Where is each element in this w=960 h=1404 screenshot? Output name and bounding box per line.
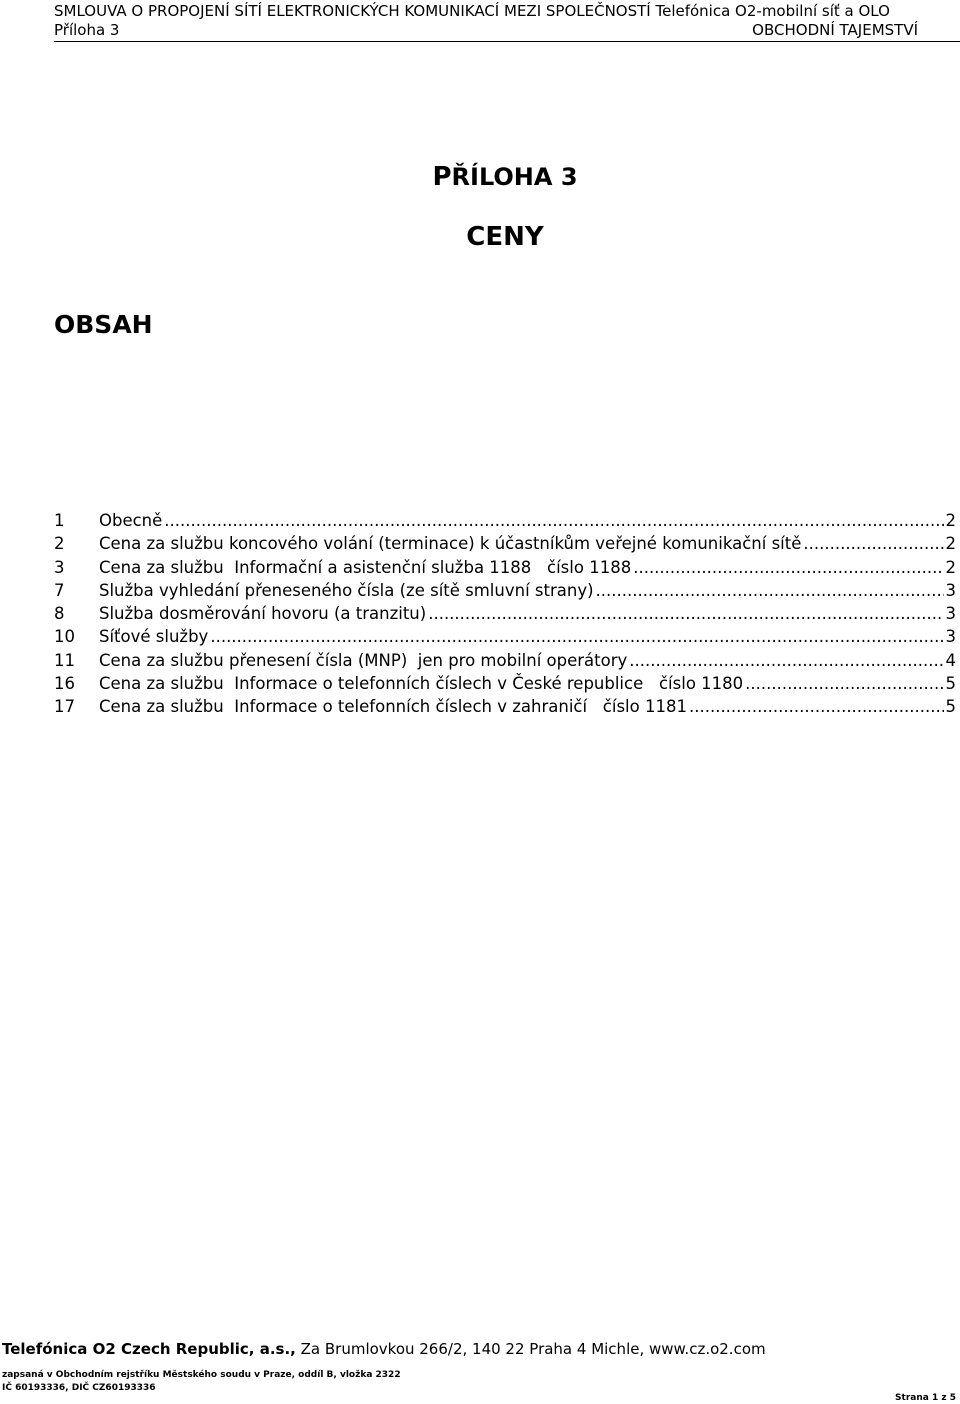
toc-dot-leader bbox=[164, 509, 943, 532]
page-header bbox=[54, 2, 918, 40]
page-number: Strana 1 z 5 bbox=[895, 1393, 956, 1403]
toc-entry-title: Cena za službu Informace o telefonních číslech v České republice číslo 1180 bbox=[99, 674, 744, 694]
toc-entry-number: 7 bbox=[54, 580, 65, 600]
toc-dot-leader bbox=[629, 649, 943, 672]
toc-entry-title: Cena za službu Informační a asistenční služba 1188 číslo 1188 bbox=[99, 557, 632, 577]
toc-entry-title: Cena za službu koncového volání (terminace) k účastníkům veřejné komunikační sítě bbox=[99, 534, 802, 554]
annex-title bbox=[0, 162, 960, 192]
toc-dot-leader bbox=[210, 625, 943, 648]
toc-entry[interactable] bbox=[54, 695, 956, 718]
toc-entry-page: 5 bbox=[945, 697, 956, 717]
toc-entry[interactable] bbox=[54, 672, 956, 695]
toc-entry-title: Cena za službu přenesení čísla (MNP) jen pro mobilní operátory bbox=[99, 650, 628, 670]
footer-company bbox=[2, 1340, 766, 1358]
toc-entry[interactable] bbox=[54, 509, 956, 532]
toc-entry-page: 4 bbox=[945, 650, 956, 670]
company-address: Za Brumlovkou 266/2, 140 22 Praha 4 Michle, www.cz.o2.com bbox=[295, 1340, 766, 1358]
toc-entry-number: 1 bbox=[54, 511, 65, 530]
footer-registration bbox=[2, 1369, 401, 1395]
toc-entry[interactable] bbox=[54, 579, 956, 602]
toc-dot-leader bbox=[596, 579, 944, 602]
prices-title: CENY bbox=[466, 222, 544, 252]
toc-entry-title: Cena za službu Informace o telefonních číslech v zahraničí číslo 1181 bbox=[99, 697, 687, 717]
toc-entry-page: 2 bbox=[945, 557, 956, 577]
toc-dot-leader bbox=[633, 556, 943, 579]
toc-entry-title: Služba dosměrování hovoru (a tranzitu) bbox=[99, 604, 427, 624]
toc-entry-page: 5 bbox=[945, 674, 956, 694]
toc-entry-page: 2 bbox=[945, 511, 956, 530]
toc-entry-number: 2 bbox=[54, 534, 65, 554]
annex-title-initial: P bbox=[432, 162, 452, 192]
annex-label: Příloha 3 bbox=[54, 21, 120, 39]
header-rule bbox=[54, 41, 960, 42]
toc-entry[interactable] bbox=[54, 602, 956, 625]
toc-heading: OBSAH bbox=[54, 310, 153, 339]
toc-entry-number: 8 bbox=[54, 604, 65, 624]
toc-dot-leader bbox=[803, 532, 943, 555]
toc-entry-number: 16 bbox=[54, 674, 75, 694]
toc-entry-title: Síťové služby bbox=[99, 627, 209, 647]
toc-entry[interactable] bbox=[54, 649, 956, 672]
toc-entry-page: 3 bbox=[945, 604, 956, 624]
toc-entry-number: 10 bbox=[54, 627, 75, 647]
toc-dot-leader bbox=[745, 672, 943, 695]
annex-title-rest: ŘÍLOHA 3 bbox=[451, 163, 578, 191]
toc-entry[interactable] bbox=[54, 625, 956, 648]
registry-text: zapsaná v Obchodním rejstříku Městského soudu v Praze, oddíl B, vložka 2322 bbox=[2, 1370, 401, 1380]
company-name: Telefónica O2 Czech Republic, a.s., bbox=[2, 1340, 296, 1358]
toc-dot-leader bbox=[689, 695, 944, 718]
toc-entry[interactable] bbox=[54, 532, 956, 555]
toc-entry-number: 17 bbox=[54, 697, 75, 717]
toc-entry-page: 2 bbox=[945, 534, 956, 554]
toc-entry-title: Obecně bbox=[99, 511, 163, 530]
toc-entry-number: 3 bbox=[54, 557, 65, 577]
toc-entry-page: 3 bbox=[945, 580, 956, 600]
header-row bbox=[54, 21, 918, 40]
toc-entry-title: Služba vyhledání přeneseného čísla (ze sítě smluvní strany) bbox=[99, 580, 594, 600]
toc-entry[interactable] bbox=[54, 556, 956, 579]
contract-title: SMLOUVA O PROPOJENÍ SÍTÍ ELEKTRONICKÝCH KOMUNIKACÍ MEZI SPOLEČNOSTÍ Telefónica O2-mobilní síť a OLO bbox=[54, 2, 890, 20]
toc-dot-leader bbox=[428, 602, 943, 625]
confidential-label: OBCHODNÍ TAJEMSTVÍ bbox=[752, 21, 918, 39]
toc-entry-number: 11 bbox=[54, 650, 75, 670]
table-of-contents bbox=[54, 509, 956, 719]
toc-entry-page: 3 bbox=[945, 627, 956, 647]
company-ids: IČ 60193336, DIČ CZ60193336 bbox=[2, 1383, 156, 1393]
